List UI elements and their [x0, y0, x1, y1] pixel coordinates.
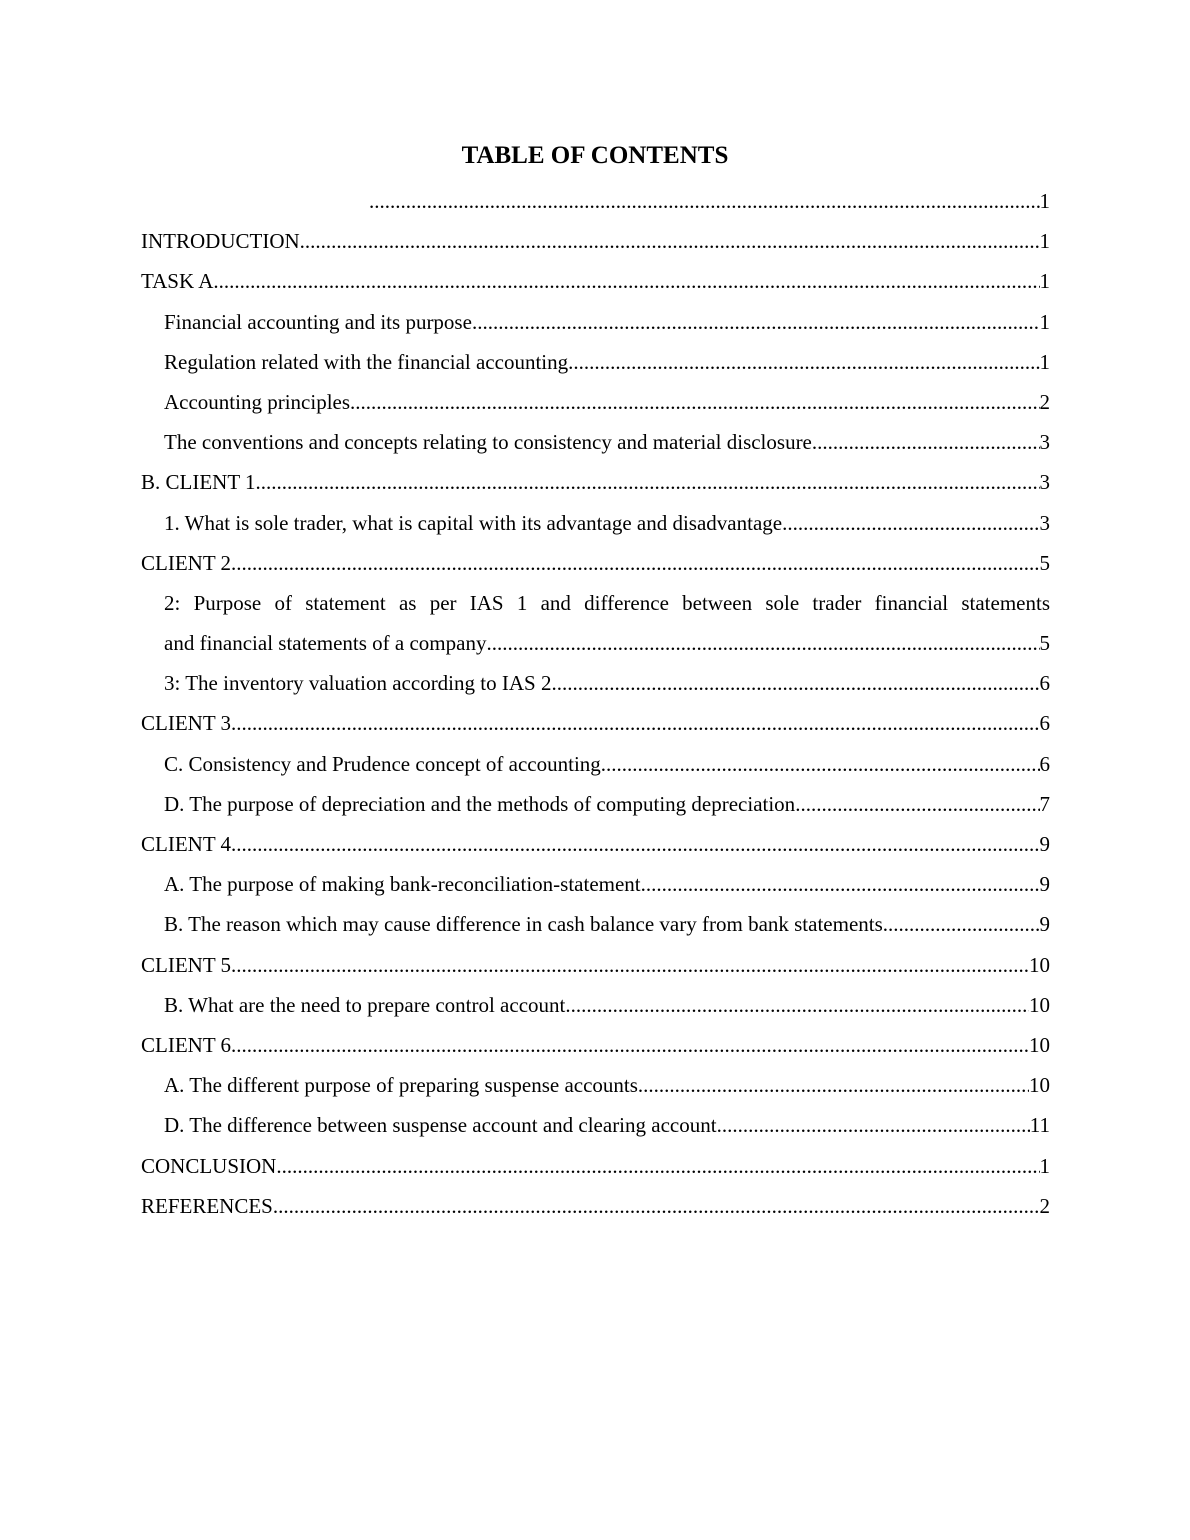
toc-page-number: 10: [1029, 1073, 1050, 1098]
toc-page-number: 10: [1029, 952, 1050, 977]
toc-entry-label: Financial accounting and its purpose: [164, 309, 472, 334]
toc-page-number: 1: [1039, 189, 1050, 213]
toc-page-number: 3: [1039, 430, 1050, 455]
toc-page-number: 6: [1039, 671, 1050, 696]
toc-page-number: 9: [1039, 872, 1050, 897]
toc-page-number: 10: [1029, 992, 1050, 1017]
toc-entry-client-5[interactable]: [141, 945, 1050, 985]
toc-entry-bank-reconciliation[interactable]: [141, 864, 1050, 904]
toc-list: [141, 181, 1050, 1226]
toc-entry-conclusion[interactable]: [141, 1146, 1050, 1186]
toc-entry-suspense-vs-clearing[interactable]: [141, 1105, 1050, 1145]
toc-dot-leader: [787, 503, 1039, 543]
toc-entry-consistency-prudence[interactable]: [141, 744, 1050, 784]
toc-dot-leader: [273, 1186, 1040, 1226]
toc-page-number: 9: [1039, 912, 1050, 937]
toc-entry-client-1[interactable]: [141, 462, 1050, 502]
toc-entry-accounting-principles[interactable]: [141, 382, 1050, 422]
toc-dot-leader: [213, 261, 1039, 301]
toc-dot-leader: [565, 985, 1029, 1025]
toc-page-number: 1: [1039, 349, 1050, 374]
toc-page-number: 1: [1039, 229, 1050, 254]
toc-page-number: 10: [1029, 1032, 1050, 1057]
toc-entry-client-3[interactable]: [141, 703, 1050, 743]
toc-entry-label: 1. What is sole trader, what is capital with its advantage and disadvantage.: [164, 510, 788, 535]
toc-dot-leader: [231, 824, 1039, 864]
toc-entry-financial-accounting-purpose[interactable]: [141, 302, 1050, 342]
toc-title: TABLE OF CONTENTS: [461, 142, 729, 169]
toc-dot-leader: [601, 744, 1040, 784]
toc-page-number: 2: [1039, 1193, 1050, 1218]
toc-entry-label: A. The different purpose of preparing suspense accounts: [164, 1073, 638, 1098]
toc-entry-client-4[interactable]: [141, 824, 1050, 864]
toc-dot-leader: [551, 663, 1039, 703]
toc-entry-label: D. The difference between suspense account and clearing account: [164, 1113, 717, 1138]
toc-entry-label: The conventions and concepts relating to consistency and material disclosure: [164, 430, 812, 455]
toc-dot-leader: [568, 342, 1039, 382]
toc-dot-leader: [641, 864, 1040, 904]
toc-entry-cash-balance-difference[interactable]: [141, 904, 1050, 944]
toc-entry-untitled[interactable]: [141, 181, 1050, 221]
toc-entry-label: C. Consistency and Prudence concept of accounting: [164, 751, 601, 776]
toc-page-number: 5: [1039, 550, 1050, 575]
toc-page-number: 7: [1039, 791, 1050, 816]
toc-entry-inventory-valuation[interactable]: [141, 663, 1050, 703]
toc-entry-label: 3: The inventory valuation according to IAS 2: [164, 671, 552, 696]
toc-page-number: 9: [1039, 832, 1050, 856]
toc-entry-label: INTRODUCTION: [141, 229, 300, 254]
toc-page-number: 1: [1039, 1153, 1050, 1178]
toc-entry-suspense-accounts[interactable]: [141, 1065, 1050, 1105]
toc-page-number: 3: [1039, 470, 1050, 495]
toc-entry-client-6[interactable]: [141, 1025, 1050, 1065]
toc-dot-leader: [486, 623, 1039, 663]
toc-dot-leader: [883, 904, 1040, 944]
toc-entry-label: CLIENT 4: [141, 832, 232, 856]
toc-entry-label: B. CLIENT 1: [141, 470, 256, 495]
toc-entry-label: Accounting principles: [164, 389, 351, 414]
toc-page-number: 3: [1039, 510, 1050, 535]
toc-dot-leader: [300, 221, 1040, 261]
toc-dot-leader: [812, 422, 1040, 462]
toc-entry-ias-1-purpose[interactable]: [141, 583, 1050, 663]
toc-page-number: 1: [1039, 269, 1050, 294]
toc-entry-label: CLIENT 3: [141, 711, 232, 736]
toc-dot-leader: [231, 703, 1039, 743]
toc-entry-label: REFERENCES: [141, 1193, 273, 1218]
toc-dot-leader: [795, 784, 1039, 824]
toc-page-number: 5: [1039, 631, 1050, 656]
toc-dot-leader: [231, 543, 1039, 583]
toc-entry-label: B. The reason which may cause difference in cash balance vary from bank statements: [164, 912, 883, 937]
toc-dot-leader: [231, 945, 1029, 985]
toc-entry-label: CLIENT 5: [141, 952, 232, 977]
toc-entry-label: A. The purpose of making bank-reconciliation-statement: [164, 872, 641, 897]
toc-dot-leader: [369, 181, 1040, 221]
toc-entry-label-line-2: and financial statements of a company: [164, 631, 487, 656]
toc-entry-label: B. What are the need to prepare control account: [164, 992, 566, 1017]
toc-dot-leader: [717, 1105, 1030, 1145]
toc-entry-conventions-concepts[interactable]: [141, 422, 1050, 462]
toc-entry-regulation[interactable]: [141, 342, 1050, 382]
toc-entry-introduction[interactable]: [141, 221, 1050, 261]
toc-entry-references[interactable]: [141, 1186, 1050, 1226]
toc-page-number: 2: [1039, 389, 1050, 414]
toc-entry-label: CONCLUSION: [141, 1153, 277, 1178]
toc-entry-label-line-1: 2: Purpose of statement as per IAS 1 and difference between sole trader financial statements: [164, 590, 1050, 615]
toc-page-number: 1: [1039, 309, 1050, 334]
toc-entry-sole-trader[interactable]: [141, 503, 1050, 543]
toc-dot-leader: [350, 382, 1039, 422]
toc-entry-label: Regulation related with the financial accounting: [164, 349, 569, 374]
toc-page-number: 11: [1029, 1113, 1050, 1138]
toc-dot-leader: [231, 1025, 1029, 1065]
toc-entry-client-2[interactable]: [141, 543, 1050, 583]
toc-entry-depreciation[interactable]: [141, 784, 1050, 824]
toc-entry-label: D. The purpose of depreciation and the methods of computing depreciation: [164, 791, 796, 816]
toc-entry-label: CLIENT 6: [141, 1032, 232, 1057]
toc-dot-leader: [638, 1065, 1029, 1105]
toc-page-number: 6: [1039, 711, 1050, 736]
toc-dot-leader: [472, 302, 1040, 342]
toc-entry-control-account[interactable]: [141, 985, 1050, 1025]
toc-dot-leader: [276, 1146, 1039, 1186]
toc-page-number: 6: [1039, 751, 1050, 776]
toc-entry-label: TASK A: [141, 269, 214, 294]
toc-entry-label-line-2-row: [164, 623, 1050, 663]
toc-dot-leader: [256, 462, 1040, 502]
toc-entry-label: CLIENT 2: [141, 550, 232, 575]
toc-entry-task-a[interactable]: [141, 261, 1050, 301]
